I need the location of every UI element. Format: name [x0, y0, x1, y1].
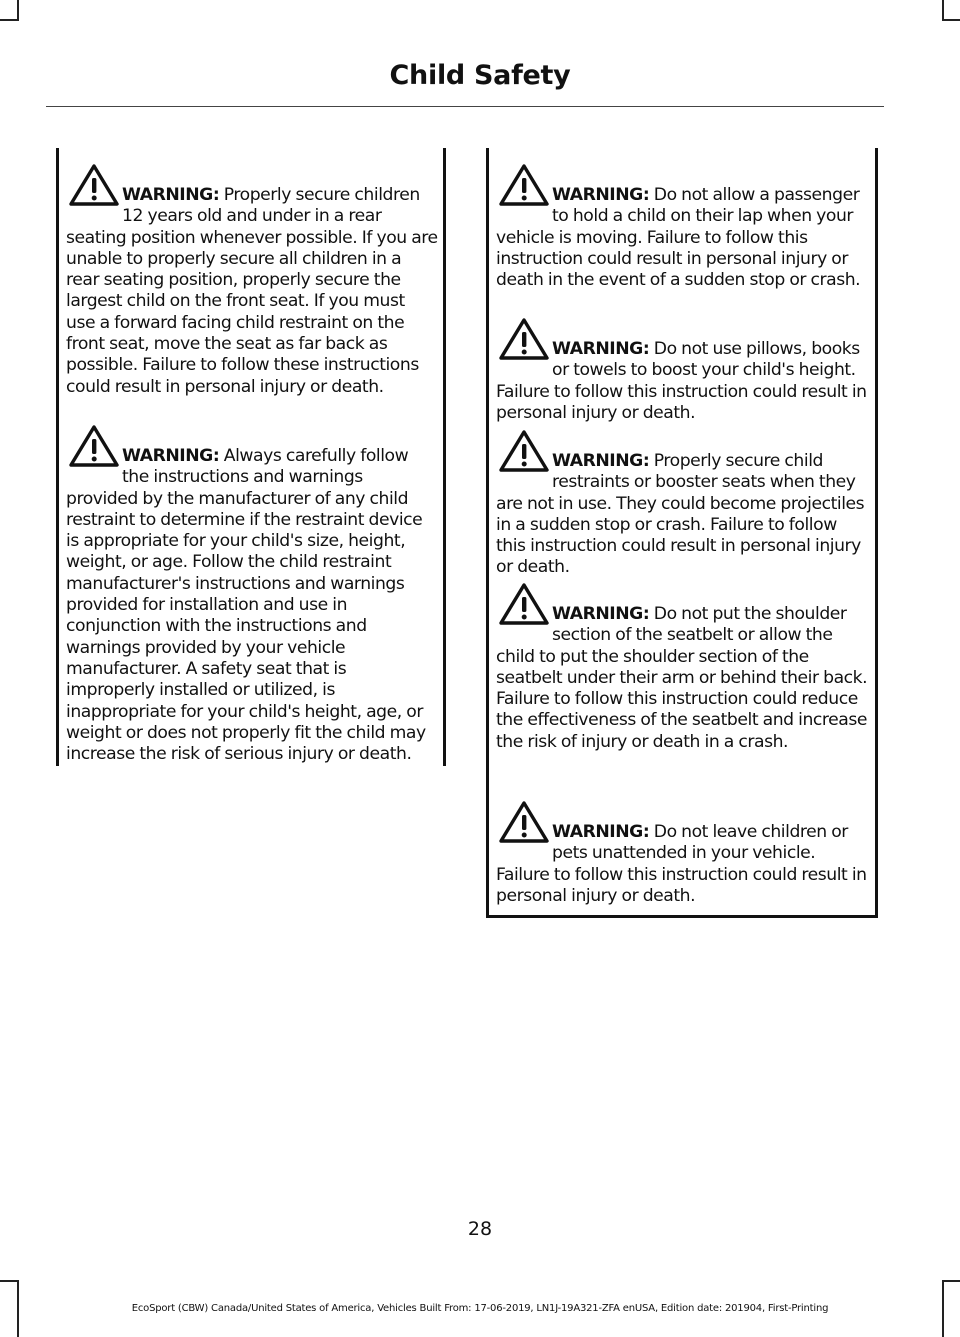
warning-label: WARNING: — [552, 822, 650, 842]
warning-triangle-icon — [496, 318, 552, 361]
warning-triangle-icon — [496, 430, 552, 473]
warning-box-left — [56, 148, 446, 766]
warning-box-right — [486, 148, 878, 918]
warning-item — [496, 451, 870, 579]
warning-triangle-icon — [66, 164, 122, 207]
warning-item — [496, 185, 870, 291]
warning-text: Do not leave children or pets unattended in your vehicle. Failure to follow this instruction could result in personal injury or death. — [496, 822, 867, 906]
warning-triangle-icon — [496, 164, 552, 207]
warning-text: Properly secure children 12 years old and under in a rear seating position whenever possible. If you are unable to properly secure all children in a rear seating position, properly secure the largest child on the front seat. If you must use a forward facing child restraint on the front seat, move the seat as far back as possible. Failure to follow these instructions could result in personal injury or death. — [66, 185, 438, 397]
crop-mark — [942, 1280, 960, 1282]
page-title: Child Safety — [389, 60, 571, 91]
warning-label: WARNING: — [552, 339, 650, 359]
warning-triangle-icon — [496, 801, 552, 844]
warning-text: Always carefully follow the instructions and warnings provided by the manufacturer of any child restraint to determine if the restraint device is appropriate for your child's size, height, weight, or age. Follow the child restraint manufacturer's instructions and warnings provided for installation and use in conjunction with the instructions and warnings provided by your vehicle manufacturer. A safety seat that is improperly installed or utilized, is inappropriate for your child's height, age, or weight or does not properly fit the child may increase the risk of serious injury or death. — [66, 446, 426, 765]
warning-item — [496, 604, 870, 753]
warning-label: WARNING: — [552, 185, 650, 205]
warning-text: Do not allow a passenger to hold a child on their lap when your vehicle is moving. Failure to follow this instruction could result in personal injury or death in the event of a sudden stop or crash. — [496, 185, 861, 291]
warning-item — [66, 446, 438, 765]
warning-text: Do not use pillows, books or towels to boost your child's height. Failure to follow this instruction could result in personal injury or death. — [496, 339, 867, 423]
crop-mark — [17, 0, 19, 20]
crop-mark — [0, 19, 19, 21]
page-number: 28 — [467, 1218, 493, 1240]
warning-label: WARNING: — [552, 604, 650, 624]
footer-edition-info: EcoSport (CBW) Canada/United States of America, Vehicles Built From: 17-06-2019, LN1J-19A321-ZFA enUSA, Edition date: 201904, First-Printing — [131, 1303, 829, 1314]
warning-triangle-icon — [496, 583, 552, 626]
warning-item — [496, 339, 870, 424]
warning-text: Do not put the shoulder section of the seatbelt or allow the child to put the shoulder section of the seatbelt under their arm or behind their back. Failure to follow this instruction could reduce the effectiveness of the seatbelt and increase the risk of injury or death in a crash. — [496, 604, 868, 752]
crop-mark — [942, 0, 944, 20]
warning-triangle-icon — [66, 425, 122, 468]
warning-item — [496, 822, 870, 907]
warning-label: WARNING: — [552, 451, 650, 471]
title-divider — [46, 106, 884, 107]
warning-label: WARNING: — [122, 446, 220, 466]
warning-label: WARNING: — [122, 185, 220, 205]
crop-mark — [0, 1280, 19, 1282]
crop-mark — [942, 19, 960, 21]
warning-text: Properly secure child restraints or booster seats when they are not in use. They could become projectiles in a sudden stop or crash. Failure to follow this instruction could result in personal injury or death. — [496, 451, 865, 578]
warning-item — [66, 185, 438, 398]
